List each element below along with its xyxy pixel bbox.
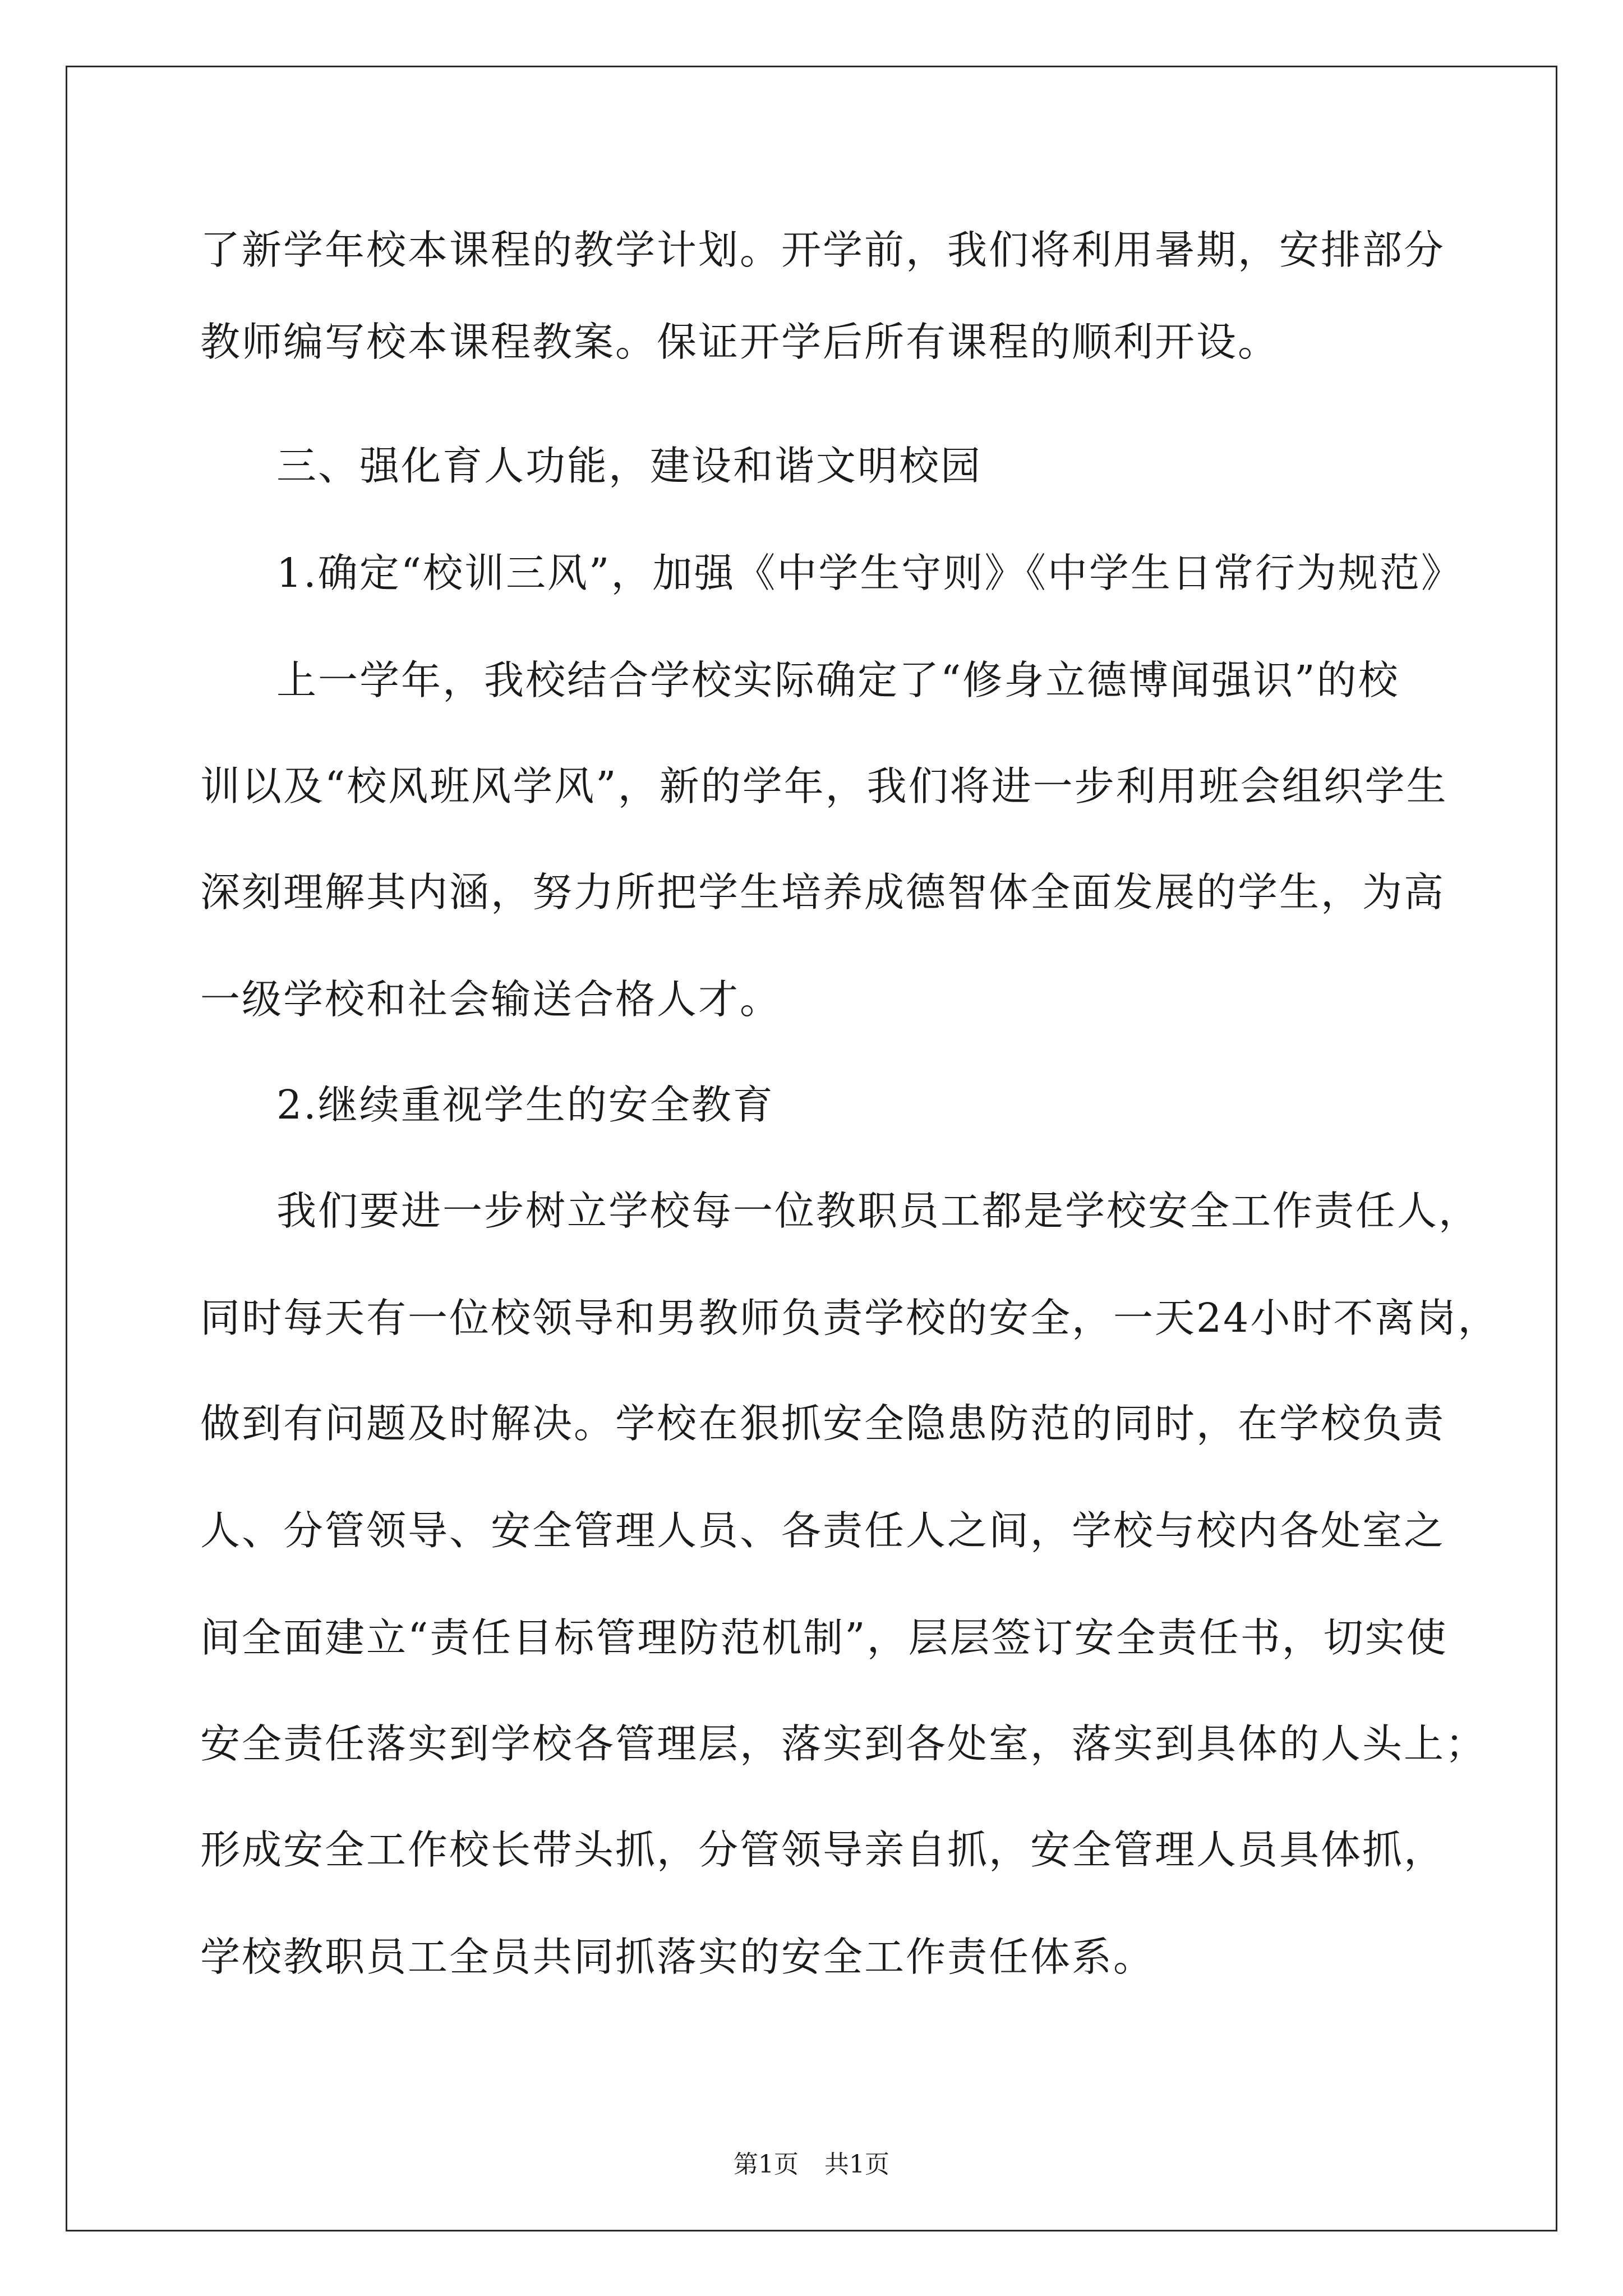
text-line: 了新学年校本课程的教学计划。开学前，我们将利用暑期，安排部分 [200, 227, 1446, 273]
text-line: 人、分管领导、安全管理人员、各责任人之间，学校与校内各处室之 [200, 1507, 1446, 1554]
text-line: 间全面建立“责任目标管理防范机制”，层层签订安全责任书，切实使 [200, 1614, 1448, 1661]
text-line: 安全责任落实到学校各管理层，落实到各处室，落实到具体的人头上； [200, 1720, 1487, 1767]
page-footer [0, 2148, 1623, 2182]
text-line: 教师编写校本课程教案。保证开学后所有课程的顺利开设。 [200, 319, 1280, 365]
text-line: 一级学校和社会输送合格人才。 [200, 976, 782, 1023]
text-line: 训以及“校风班风学风”，新的学年，我们将进一步利用班会组织学生 [200, 763, 1448, 809]
page-border [66, 66, 1557, 2231]
text-line: 做到有问题及时解决。学校在狠抓安全隐患防范的同时，在学校负责 [200, 1400, 1446, 1447]
text-line: 形成安全工作校长带头抓，分管领导亲自抓，安全管理人员具体抓， [200, 1826, 1446, 1873]
page-total: 共1页 [824, 2150, 889, 2179]
subsection-heading: 1.确定“校训三风”，加强《中学生守则》《中学生日常行为规范》 [276, 550, 1463, 596]
text-line: 学校教职员工全员共同抓落实的安全工作责任体系。 [200, 1934, 1155, 1980]
text-line: 深刻理解其内涵，努力所把学生培养成德智体全面发展的学生，为高 [200, 869, 1446, 915]
text-line: 上一学年，我校结合学校实际确定了“修身立德博闻强识”的校 [276, 657, 1400, 703]
page-number: 第1页 [734, 2150, 799, 2179]
section-heading: 三、强化育人功能，建设和谐文明校园 [276, 443, 983, 489]
subsection-heading: 2.继续重视学生的安全教育 [276, 1082, 774, 1128]
text-line: 我们要进一步树立学校每一位教职员工都是学校安全工作责任人， [276, 1188, 1481, 1234]
text-line: 同时每天有一位校领导和男教师负责学校的安全，一天24小时不离岗， [200, 1295, 1500, 1341]
